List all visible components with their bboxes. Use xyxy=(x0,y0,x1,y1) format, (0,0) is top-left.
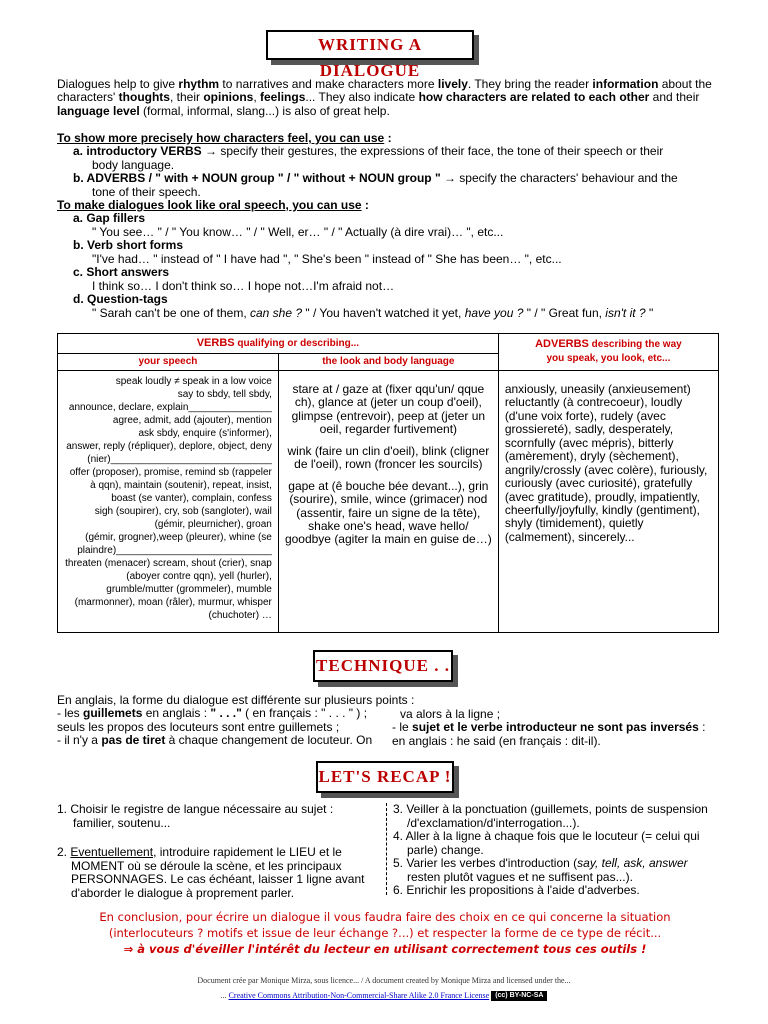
adverbs-header: ADVERBS describing the way you speak, you look, etc... xyxy=(498,334,718,371)
technique-right: va alors à la ligne ; - le sujet et le verbe introducteur ne sont pas inversés : en anglais : he said (en français : dit-il). xyxy=(392,707,706,748)
footer-credit: Document crée par Monique Mirza, sous licence... / A document created by Monique Mirza and licensed under the... xyxy=(197,976,571,985)
footer-license: ... Creative Commons Attribution-Non-Commercial-Share Alike 2.0 France License (cc) BY-NC-SA xyxy=(0,991,768,1001)
col-speech-header: your speech xyxy=(58,354,279,371)
vocabulary-table xyxy=(57,333,719,633)
list-item: b. Verb short forms xyxy=(73,238,184,253)
list-item: d. Question-tags xyxy=(73,292,168,307)
technique-left: En anglais, la forme du dialogue est différente sur plusieurs points : - les guillemets en anglais : " . . ." ( en français : " . . . " ) ; seuls les propos des locuteurs sont entre guillemets ; - il n'y a pas de tiret à chaque changement de locuteur. On xyxy=(57,693,415,748)
conclusion: En conclusion, pour écrire un dialogue il vous faudra faire des choix en ce qui concerne la situation (interlocuteurs ? motifs et issue de leur échange ?...) et respecter la forme de ce type de récit... ⇒ à vous d'éveiller l'intérêt du lecteur en utilisant correctement tous ces outils ! xyxy=(99,910,671,957)
list-item: 2. Eventuellement, introduire rapidement le LIEU et le xyxy=(57,845,342,860)
cc-license-badge[interactable]: (cc) BY-NC-SA xyxy=(491,991,547,1001)
adverbs-cell: anxiously, uneasily (anxieusement) reluctantly (à contrecoeur), loudly (d'une voix forte), rudely (avec grossiereté), sadly, desperately, scornfully (avec mépris), bitterly (amèrement), dryly (sèchement), angrily/crossly (avec colère), furiously, curiously (avec curiosité), gratefully (avec gratitude), proudly, impatiently, cheerfully/joyfully, kindly (gentiment), shyly (timidement), quietly (calmement), sincerely... xyxy=(498,371,718,633)
list-item: 1. Choisir le registre de langue nécessaire au sujet : xyxy=(57,802,334,816)
section-oral-heading: To make dialogues look like oral speech, you can use xyxy=(57,198,362,212)
list-item: b. ADVERBS / " with + NOUN group " / " without + NOUN group " → specify the characters' behaviour and the xyxy=(73,171,678,186)
technique-title: TECHNIQUE . . xyxy=(313,650,453,682)
list-item: a. introductory VERBS → specify their gestures, the expressions of their face, the tone of their speech or their xyxy=(73,144,664,159)
arrow-icon: ⇒ xyxy=(123,942,134,957)
list-item: 4. Aller à la ligne à chaque fois que le locuteur (= celui qui xyxy=(393,829,700,844)
section-oral-speech: To make dialogues look like oral speech, you can use : a. Gap fillers " You see… " / " You know… " / " Well, er… " / " Actually (à dire vrai)… ", etc... b. Verb short forms "I've had… " instead of " I have had ", " She's been " instead of " She has been… ", etc... c. Short answers I think so… I don't think so… I hope not…I'm afraid not… d. Question-tags " Sarah can't be one of them, can she ? " / You haven't watched it yet, have you ? " / " Great fun, isn't it ? " xyxy=(57,199,721,320)
list-item: 6. Enrichir les propositions à l'aide d'adverbes. xyxy=(393,883,640,898)
intro-paragraph: Dialogues help to give rhythm to narratives and make characters more lively. They bring the reader information about the characters' thoughts, their opinions, feelings... They also indicate how characters are related to each other and their language level (formal, informal, slang...) is also of great help. xyxy=(57,77,712,118)
license-link[interactable]: Creative Commons Attribution-Non-Commercial-Share Alike 2.0 France License xyxy=(228,990,490,1000)
verbs-header: VERBS qualifying or describing... xyxy=(58,334,499,354)
recap-right: 3. Veiller à la ponctuation (guillemets, points de suspension /d'exclamation/d'interrogation...). 4. Aller à la ligne à chaque fois que le locuteur (= celui qui parle) change. 5. Varier les verbes d'introduction (say, tell, ask, answer resten plutôt vagues et ne suffisent pas...). 6. Enrichir les propositions à l'aide d'adverbes. xyxy=(393,803,728,898)
recap-divider xyxy=(386,803,387,895)
section-feelings: To show more precisely how characters feel, you can use : a. introductory VERBS → specify their gestures, the expressions of their face, the tone of their speech or their body language. b. ADVERBS / " with + NOUN group " / " without + NOUN group " → specify the characters' behaviour and the tone of their speech. xyxy=(57,132,721,199)
recap-title: LET'S RECAP ! xyxy=(316,761,454,793)
col-look-header: the look and body language xyxy=(278,354,498,371)
list-item: 5. Varier les verbes d'introduction (say, tell, ask, answer xyxy=(393,856,688,871)
list-item: c. Short answers xyxy=(73,265,170,280)
list-item: 3. Veiller à la ponctuation (guillemets, points de suspension xyxy=(393,802,708,816)
page-title: WRITING A DIALOGUE xyxy=(266,30,474,60)
look-verbs-cell: stare at / gaze at (fixer qqu'un/ qque ch), glance at (jeter un coup d'oeil), glimpse (entrevoir), peep at (jeter un oeil, regarder furtivement) wink (faire un clin d'oeil), blink (cligner de l'oeil), rown (froncer les sourcils) gape at (ê bouche bée devant...), grin (sourire), smile, wince (grimacer) nod (assentir, faire un signe de la tête), shake one's head, wave hello/ goodbye (agiter la main en guise de…) xyxy=(278,371,498,633)
list-item: a. Gap fillers xyxy=(73,211,146,226)
speech-verbs-cell: speak loudly ≠ speak in a low voice say to sbdy, tell sbdy, announce, declare, explain_______________ agree, admit, add (ajouter), mention ask sbdy, enquire (s'informer), answer, reply (répliquer), deplore, object, deny (nier)_____________________________ offer (proposer), promise, remind sb (rappeler à qqn), maintain (soutenir), repeat, insist, boast (se vanter), complain, confess sigh (soupirer), cry, sob (sangloter), wail (gémir, pleurnicher), groan (gémir, grogner),weep (pleurer), whine (se plaindre)____________________________ threaten (menacer) scream, shout (crier), snap (aboyer contre qqn), yell (hurler), grumble/mutter (grommeler), mumble (marmonner), moan (râler), murmur, whisper (chuchoter) … xyxy=(58,371,279,633)
recap-left: 1. Choisir le registre de langue nécessaire au sujet : familier, soutenu... 2. Eventuellement, introduire rapidement le LIEU et le MOMENT où se déroule la scène, et les principaux PERSONNAGES. Le cas échéant, laisser 1 ligne avant d'aborder le dialogue à proprement parler. xyxy=(57,803,382,900)
section-feelings-heading: To show more precisely how characters feel, you can use xyxy=(57,131,385,145)
